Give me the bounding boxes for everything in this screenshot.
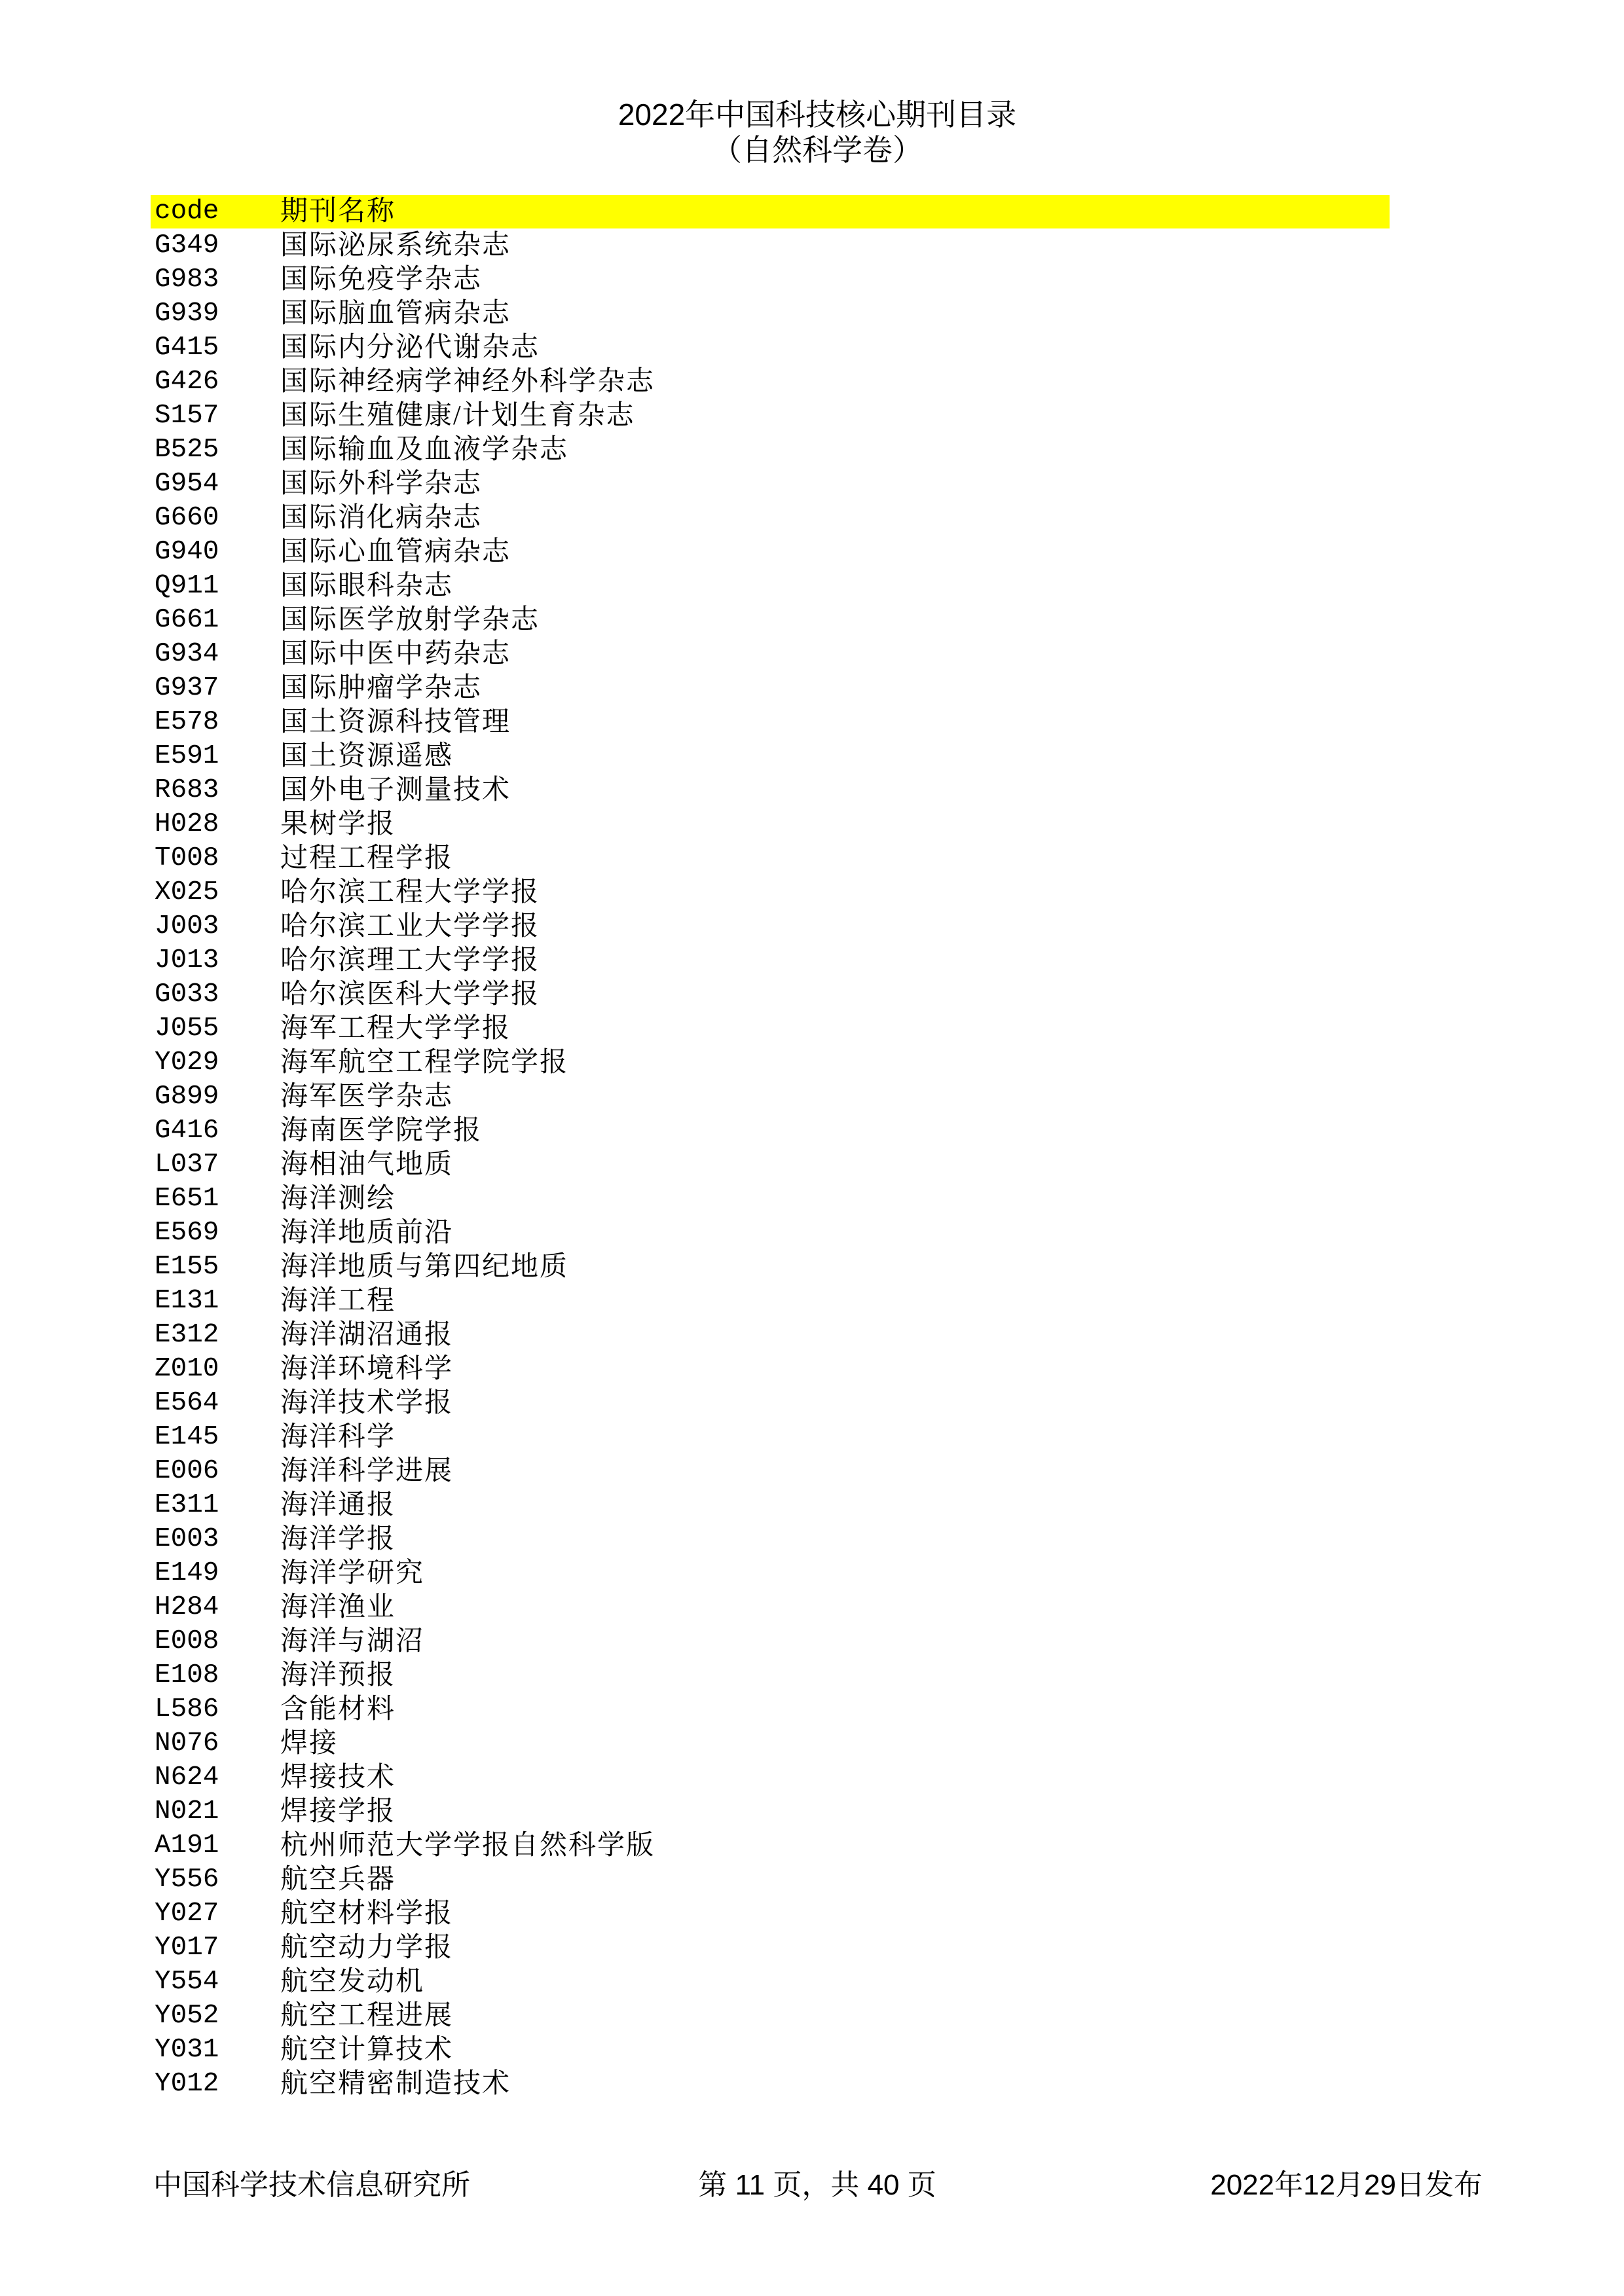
table-row bbox=[151, 1658, 1390, 1692]
table-row bbox=[151, 739, 1390, 773]
table-row bbox=[151, 1080, 1390, 1114]
journal-code: Q911 bbox=[155, 571, 219, 601]
table-row bbox=[151, 535, 1390, 569]
table-row bbox=[151, 1760, 1390, 1795]
table-row bbox=[151, 1522, 1390, 1556]
journal-code: G415 bbox=[155, 333, 219, 363]
journal-name: 国际心血管病杂志 bbox=[280, 537, 511, 567]
header-code: code bbox=[155, 196, 219, 227]
header-name: 期刊名称 bbox=[280, 196, 396, 227]
table-row bbox=[151, 1863, 1390, 1897]
table-row bbox=[151, 773, 1390, 807]
table-row bbox=[151, 1182, 1390, 1216]
document-title: 2022年中国科技核心期刊目录 bbox=[618, 98, 1017, 132]
table-row bbox=[151, 637, 1390, 671]
journal-name: 国际输血及血液学杂志 bbox=[280, 435, 569, 465]
table-row bbox=[151, 228, 1390, 263]
table-row bbox=[151, 1046, 1390, 1080]
journal-name: 焊接学报 bbox=[280, 1796, 396, 1827]
journal-name: 国际消化病杂志 bbox=[280, 503, 483, 533]
journal-code: J003 bbox=[155, 911, 219, 941]
table-row bbox=[151, 705, 1390, 739]
table-row bbox=[151, 1011, 1390, 1046]
journal-code: N021 bbox=[155, 1796, 219, 1827]
journal-name: 果树学报 bbox=[280, 809, 396, 839]
journal-name: 海洋技术学报 bbox=[280, 1388, 454, 1418]
journal-code: E312 bbox=[155, 1320, 219, 1350]
journal-code: T008 bbox=[155, 843, 219, 873]
table-row bbox=[151, 2067, 1390, 2101]
journal-name: 国际免疫学杂志 bbox=[280, 264, 483, 295]
table-row bbox=[151, 1726, 1390, 1760]
journal-code: E003 bbox=[155, 1524, 219, 1554]
table-row bbox=[151, 807, 1390, 841]
journal-code: B525 bbox=[155, 435, 219, 465]
journal-code: Z010 bbox=[155, 1354, 219, 1384]
journal-name: 国际眼科杂志 bbox=[280, 571, 454, 601]
document-subtitle: （自然科学卷） bbox=[712, 133, 923, 167]
journal-code: Y031 bbox=[155, 2035, 219, 2065]
table-row bbox=[151, 1454, 1390, 1488]
journal-name: 海洋学报 bbox=[280, 1524, 396, 1554]
journal-code: G660 bbox=[155, 503, 219, 533]
table-row bbox=[151, 909, 1390, 943]
table-row bbox=[151, 671, 1390, 705]
journal-name: 海洋地质与第四纪地质 bbox=[280, 1252, 569, 1282]
journal-code: E006 bbox=[155, 1456, 219, 1486]
journal-code: E564 bbox=[155, 1388, 219, 1418]
journal-code: G661 bbox=[155, 605, 219, 635]
journal-code: E651 bbox=[155, 1184, 219, 1214]
table-row bbox=[151, 1829, 1390, 1863]
journal-name: 海南医学院学报 bbox=[280, 1116, 483, 1146]
journal-code: E591 bbox=[155, 741, 219, 771]
table-row bbox=[151, 1999, 1390, 2033]
footer-page-info: 第 11 页，共 40 页 bbox=[698, 2169, 936, 2201]
journal-name: 国际泌尿系统杂志 bbox=[280, 230, 511, 261]
journal-code: L037 bbox=[155, 1150, 219, 1180]
journal-code: Y029 bbox=[155, 1048, 219, 1078]
footer-publisher: 中国科学技术信息研究所 bbox=[153, 2169, 470, 2201]
table-row bbox=[151, 1556, 1390, 1590]
journal-name: 海洋湖沼通报 bbox=[280, 1320, 454, 1350]
journal-name: 国际神经病学神经外科学杂志 bbox=[280, 367, 655, 397]
journal-name: 国际肿瘤学杂志 bbox=[280, 673, 483, 703]
table-row bbox=[151, 1965, 1390, 1999]
journal-code: J013 bbox=[155, 945, 219, 975]
journal-code: N076 bbox=[155, 1728, 219, 1758]
journal-name: 哈尔滨工业大学学报 bbox=[280, 911, 540, 941]
journal-code: E155 bbox=[155, 1252, 219, 1282]
table-row bbox=[151, 1488, 1390, 1522]
journal-code: E108 bbox=[155, 1660, 219, 1690]
journal-code: E008 bbox=[155, 1626, 219, 1656]
journal-name: 杭州师范大学学报自然科学版 bbox=[280, 1831, 655, 1861]
table-row bbox=[151, 977, 1390, 1011]
journal-name: 国际脑血管病杂志 bbox=[280, 299, 511, 329]
table-row bbox=[151, 1420, 1390, 1454]
journal-name: 国际生殖健康/计划生育杂志 bbox=[280, 401, 635, 431]
journal-code: G983 bbox=[155, 264, 219, 295]
table-row bbox=[151, 1386, 1390, 1420]
journal-code: J055 bbox=[155, 1013, 219, 1044]
journal-name: 海洋地质前沿 bbox=[280, 1218, 454, 1248]
journal-name: 航空动力学报 bbox=[280, 1933, 454, 1963]
table-row bbox=[151, 603, 1390, 637]
journal-name: 航空精密制造技术 bbox=[280, 2069, 511, 2099]
journal-code: E578 bbox=[155, 707, 219, 737]
journal-code: G899 bbox=[155, 1082, 219, 1112]
table-row bbox=[151, 433, 1390, 467]
table-row bbox=[151, 399, 1390, 433]
journal-code: Y052 bbox=[155, 2001, 219, 2031]
journal-code: Y017 bbox=[155, 1933, 219, 1963]
footer-release-date: 2022年12月29日发布 bbox=[1210, 2169, 1483, 2201]
journal-code: X025 bbox=[155, 877, 219, 907]
table-row bbox=[151, 1148, 1390, 1182]
table-row bbox=[151, 1352, 1390, 1386]
journal-name: 国际内分泌代谢杂志 bbox=[280, 333, 540, 363]
journal-name: 过程工程学报 bbox=[280, 843, 454, 873]
table-row bbox=[151, 1318, 1390, 1352]
journal-code: R683 bbox=[155, 775, 219, 805]
journal-code: A191 bbox=[155, 1831, 219, 1861]
journal-code: L586 bbox=[155, 1694, 219, 1724]
journal-code: E149 bbox=[155, 1558, 219, 1588]
journal-code: E145 bbox=[155, 1422, 219, 1452]
journal-name: 国际中医中药杂志 bbox=[280, 639, 511, 669]
journal-name: 海洋学研究 bbox=[280, 1558, 425, 1588]
journal-name: 海洋科学 bbox=[280, 1422, 396, 1452]
journal-name: 海洋与湖沼 bbox=[280, 1626, 425, 1656]
journal-code: Y027 bbox=[155, 1899, 219, 1929]
table-row bbox=[151, 2033, 1390, 2067]
table-row bbox=[151, 331, 1390, 365]
table-row bbox=[151, 1795, 1390, 1829]
journal-code: G954 bbox=[155, 469, 219, 499]
journal-name: 海军医学杂志 bbox=[280, 1082, 454, 1112]
table-row bbox=[151, 875, 1390, 909]
journal-name: 航空计算技术 bbox=[280, 2035, 454, 2065]
table-row bbox=[151, 297, 1390, 331]
journal-name: 国土资源遥感 bbox=[280, 741, 454, 771]
journal-code: E131 bbox=[155, 1286, 219, 1316]
journal-name: 海相油气地质 bbox=[280, 1150, 454, 1180]
table-row bbox=[151, 1114, 1390, 1148]
journal-name: 海军工程大学学报 bbox=[280, 1013, 511, 1044]
journal-name: 海洋环境科学 bbox=[280, 1354, 454, 1384]
journal-code: G934 bbox=[155, 639, 219, 669]
journal-name: 焊接技术 bbox=[280, 1762, 396, 1793]
journal-code: G033 bbox=[155, 979, 219, 1010]
journal-code: Y556 bbox=[155, 1865, 219, 1895]
journal-name: 海军航空工程学院学报 bbox=[280, 1048, 569, 1078]
journal-code: G349 bbox=[155, 230, 219, 261]
journal-code: H028 bbox=[155, 809, 219, 839]
journal-code: Y554 bbox=[155, 1967, 219, 1997]
journal-name: 航空材料学报 bbox=[280, 1899, 454, 1929]
table-row bbox=[151, 365, 1390, 399]
journal-name: 航空工程进展 bbox=[280, 2001, 454, 2031]
journal-name: 海洋工程 bbox=[280, 1286, 396, 1316]
journal-name: 哈尔滨工程大学学报 bbox=[280, 877, 540, 907]
journal-code: S157 bbox=[155, 401, 219, 431]
journal-code: G939 bbox=[155, 299, 219, 329]
journal-name: 含能材料 bbox=[280, 1694, 396, 1724]
journal-name: 国际医学放射学杂志 bbox=[280, 605, 540, 635]
journal-name: 海洋科学进展 bbox=[280, 1456, 454, 1486]
journal-name: 国土资源科技管理 bbox=[280, 707, 511, 737]
journal-code: E311 bbox=[155, 1490, 219, 1520]
journal-name: 国外电子测量技术 bbox=[280, 775, 511, 805]
journal-name: 航空发动机 bbox=[280, 1967, 425, 1997]
journal-name: 海洋预报 bbox=[280, 1660, 396, 1690]
table-row bbox=[151, 1216, 1390, 1250]
journal-code: G426 bbox=[155, 367, 219, 397]
table-row bbox=[151, 501, 1390, 535]
journal-code: Y012 bbox=[155, 2069, 219, 2099]
table-row bbox=[151, 467, 1390, 501]
journal-code: H284 bbox=[155, 1592, 219, 1622]
table-row bbox=[151, 1250, 1390, 1284]
table-row bbox=[151, 1284, 1390, 1318]
table-row bbox=[151, 943, 1390, 977]
table-row bbox=[151, 569, 1390, 603]
journal-name: 航空兵器 bbox=[280, 1865, 396, 1895]
journal-code: G940 bbox=[155, 537, 219, 567]
journal-code: E569 bbox=[155, 1218, 219, 1248]
journal-name: 焊接 bbox=[280, 1728, 339, 1758]
journal-code: N624 bbox=[155, 1762, 219, 1793]
journal-name: 哈尔滨医科大学学报 bbox=[280, 979, 540, 1010]
table-row bbox=[151, 841, 1390, 875]
table-row bbox=[151, 1931, 1390, 1965]
table-row bbox=[151, 1692, 1390, 1726]
journal-name: 海洋渔业 bbox=[280, 1592, 396, 1622]
table-row bbox=[151, 1590, 1390, 1624]
table-row bbox=[151, 263, 1390, 297]
journal-name: 国际外科学杂志 bbox=[280, 469, 483, 499]
table-header-row bbox=[151, 195, 1390, 228]
table-row bbox=[151, 1897, 1390, 1931]
journal-name: 海洋测绘 bbox=[280, 1184, 396, 1214]
journal-code: G416 bbox=[155, 1116, 219, 1146]
table-row bbox=[151, 1624, 1390, 1658]
journal-code: G937 bbox=[155, 673, 219, 703]
journal-name: 海洋通报 bbox=[280, 1490, 396, 1520]
journal-name: 哈尔滨理工大学学报 bbox=[280, 945, 540, 975]
